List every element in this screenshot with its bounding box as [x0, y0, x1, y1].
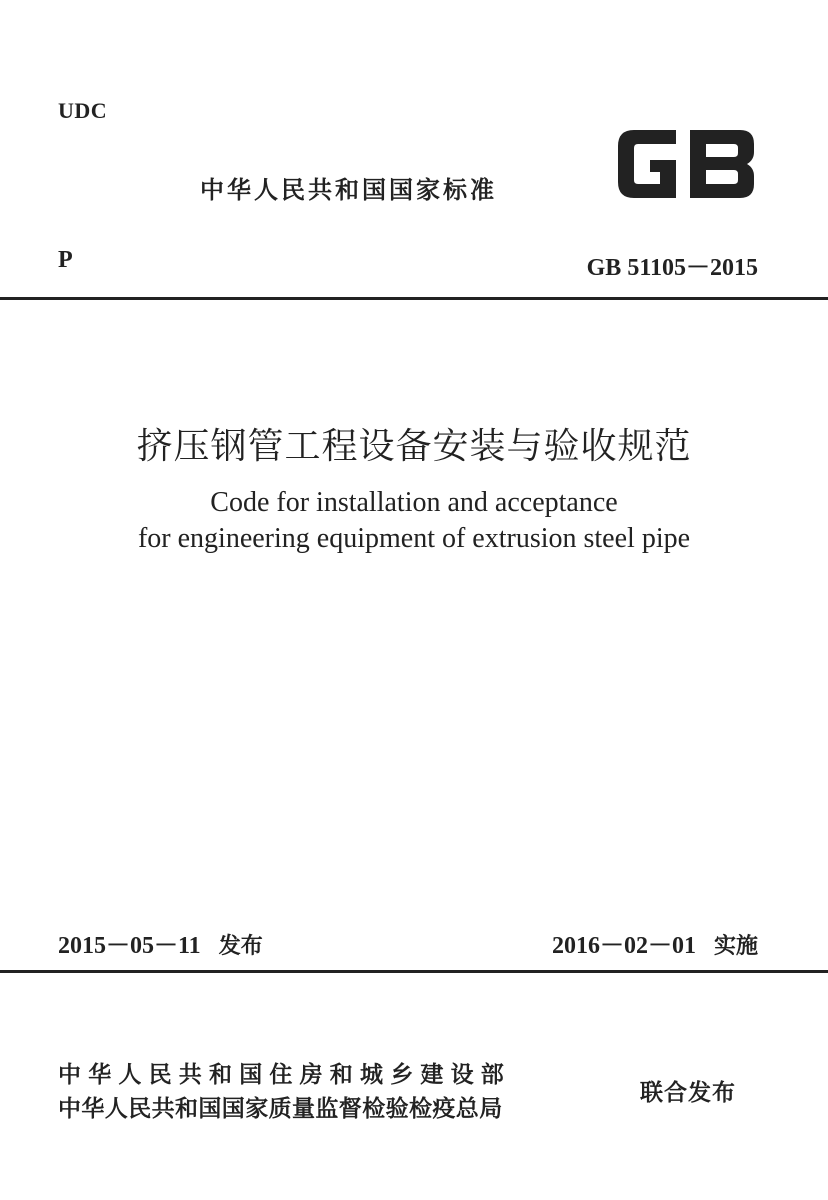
english-title: [0, 485, 828, 557]
issuer-ministry-housing: 中华人民共和国住房和城乡建设部: [58, 1062, 511, 1088]
implementation-label: 实施: [713, 934, 758, 959]
national-standard-heading: 中华人民共和国国家标准: [200, 176, 497, 204]
chinese-title: 挤压钢管工程设备安装与验收规范: [136, 426, 692, 467]
gb-logo-icon: [612, 124, 760, 204]
english-title-line-1: Code for installation and acceptance: [210, 487, 618, 518]
category-code: P: [58, 247, 73, 273]
issue-date: 2015－05－11: [58, 933, 201, 959]
implementation-date: 2016－02－01: [551, 933, 696, 959]
implementation-date-block: [552, 925, 758, 960]
joint-issue-label: 联合发布: [640, 1080, 736, 1106]
bottom-divider: [0, 970, 828, 973]
issue-label: 发布: [218, 934, 263, 959]
top-divider: [0, 297, 828, 300]
english-title-line-2: for engineering equipment of extrusion steel pipe: [137, 523, 691, 554]
issue-date-block: [58, 925, 263, 960]
issuer-quality-supervision: 中华人民共和国国家质量监督检验检疫总局: [58, 1096, 503, 1122]
issuing-authorities: [58, 1058, 511, 1126]
udc-label: UDC: [58, 98, 108, 123]
standard-number: GB 51105－2015: [586, 255, 758, 281]
